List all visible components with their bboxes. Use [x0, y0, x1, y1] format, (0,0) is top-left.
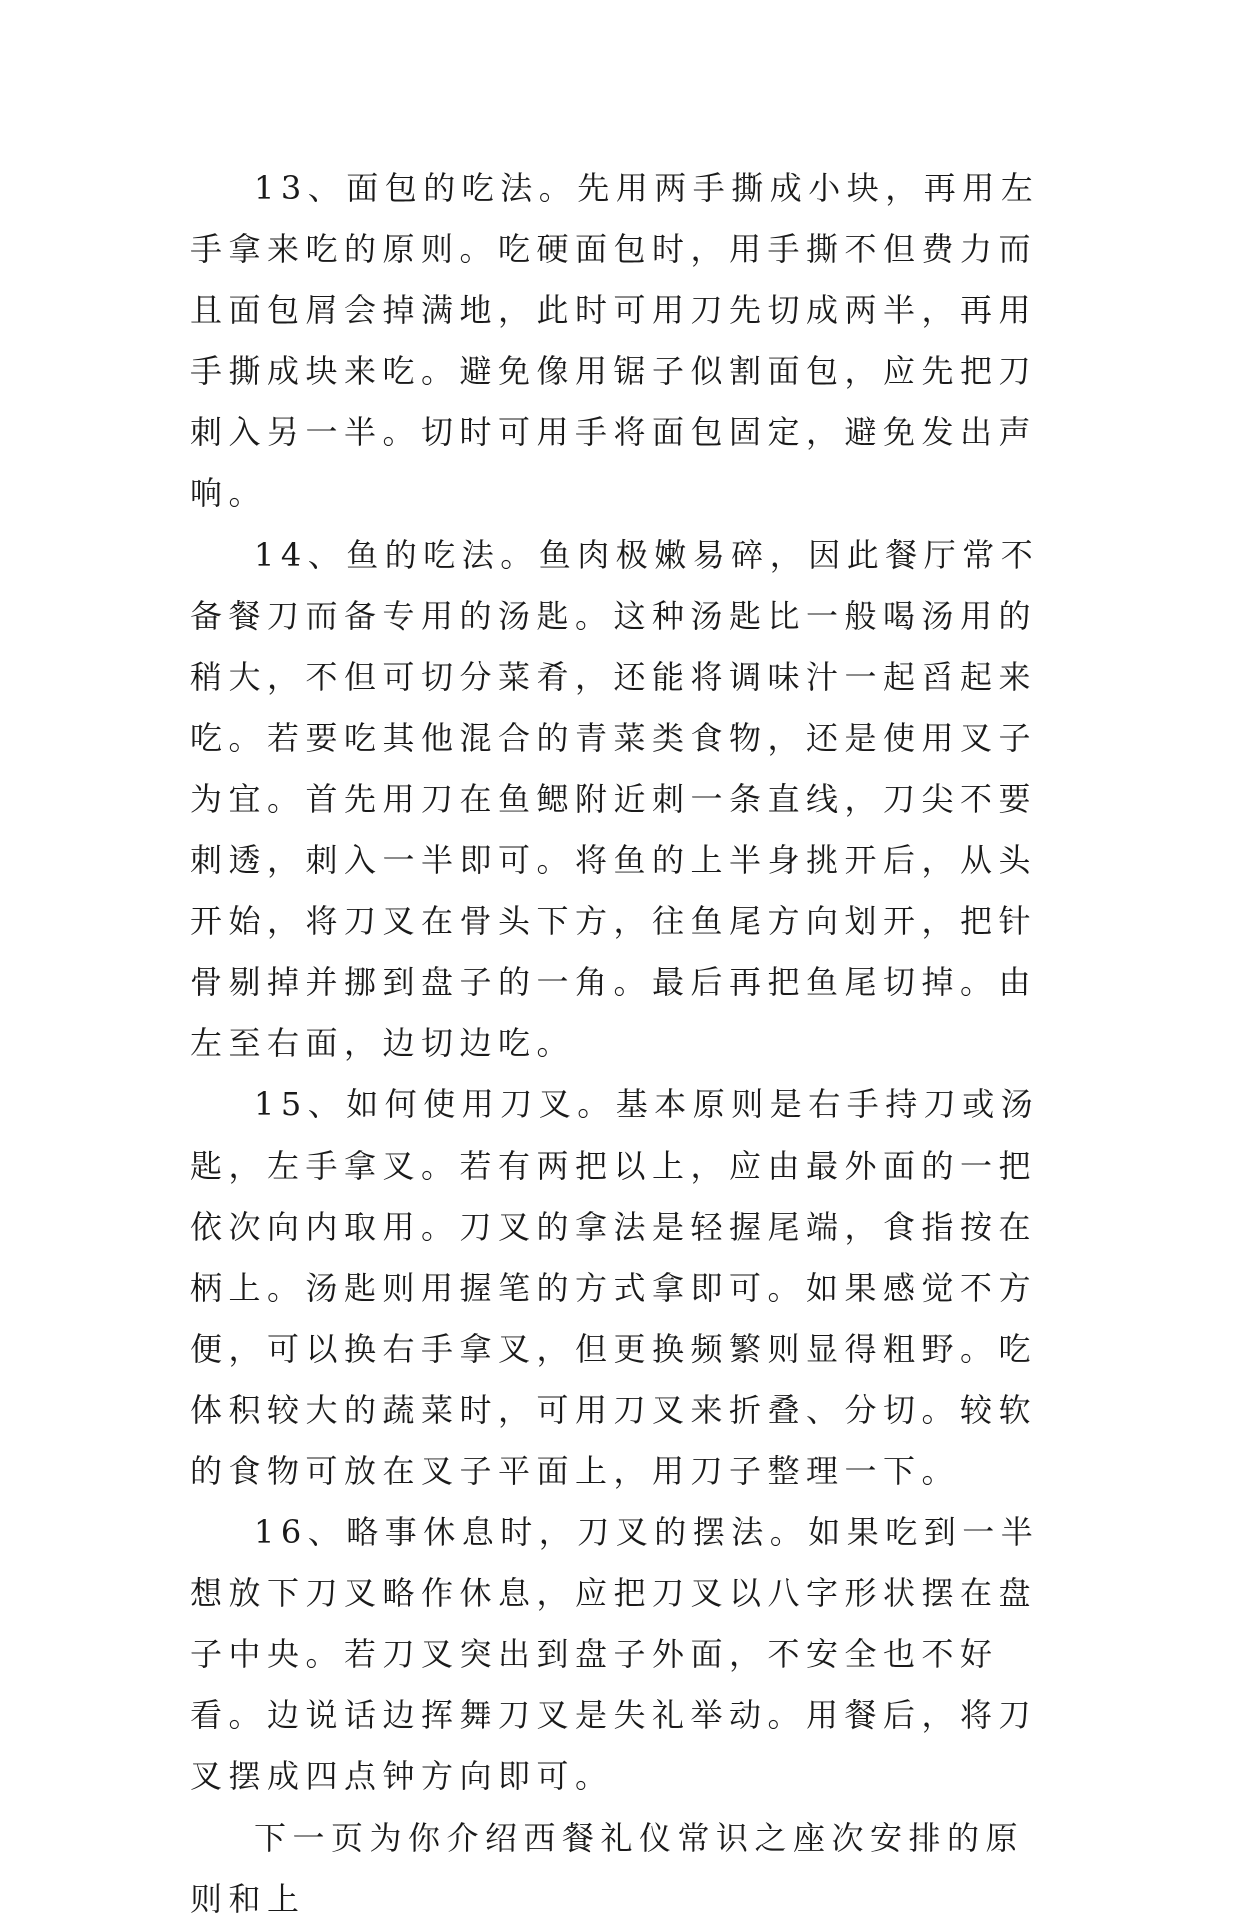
- paragraph-knife-fork: 15、如何使用刀叉。基本原则是右手持刀或汤匙，左手拿叉。若有两把以上，应由最外面的一把依次向内取用。刀叉的拿法是轻握尾端，食指按在柄上。汤匙则用握笔的方式拿即可。如果感觉不方便，可以换右手拿叉，但更换频繁则显得粗野。吃体积较大的蔬菜时，可用刀叉来折叠、分切。较软的食物可放在叉子平面上，用刀子整理一下。: [190, 1085, 1040, 1490]
- paragraph-rest-position: 16、略事休息时，刀叉的摆法。如果吃到一半想放下刀叉略作休息，应把刀叉以八字形状摆在盘子中央。若刀叉突出到盘子外面，不安全也不好看。边说话边挥舞刀叉是失礼举动。用餐后，将刀叉摆成四点钟方向即可。: [190, 1513, 1040, 1796]
- paragraph-bread: 13、面包的吃法。先用两手撕成小块，再用左手拿来吃的原则。吃硬面包时，用手撕不但费力而且面包屑会掉满地，此时可用刀先切成两半，再用手撕成块来吃。避免像用锯子似割面包，应先把刀刺入另一半。切时可用手将面包固定，避免发出声响。: [190, 169, 1040, 513]
- document-body: [190, 158, 1055, 1930]
- paragraph-fish: 14、鱼的吃法。鱼肉极嫩易碎，因此餐厅常不备餐刀而备专用的汤匙。这种汤匙比一般喝汤用的稍大，不但可切分菜肴，还能将调味汁一起舀起来吃。若要吃其他混合的青菜类食物，还是使用叉子为宜。首先用刀在鱼鳃附近刺一条直线，刀尖不要刺透，刺入一半即可。将鱼的上半身挑开后，从头开始，将刀叉在骨头下方，往鱼尾方向划开，把针骨剔掉并挪到盘子的一角。最后再把鱼尾切掉。由左至右面，边切边吃。: [190, 535, 1040, 1063]
- paragraph-next-page: 下一页为你介绍西餐礼仪常识之座次安排的原则和上: [190, 1818, 1025, 1918]
